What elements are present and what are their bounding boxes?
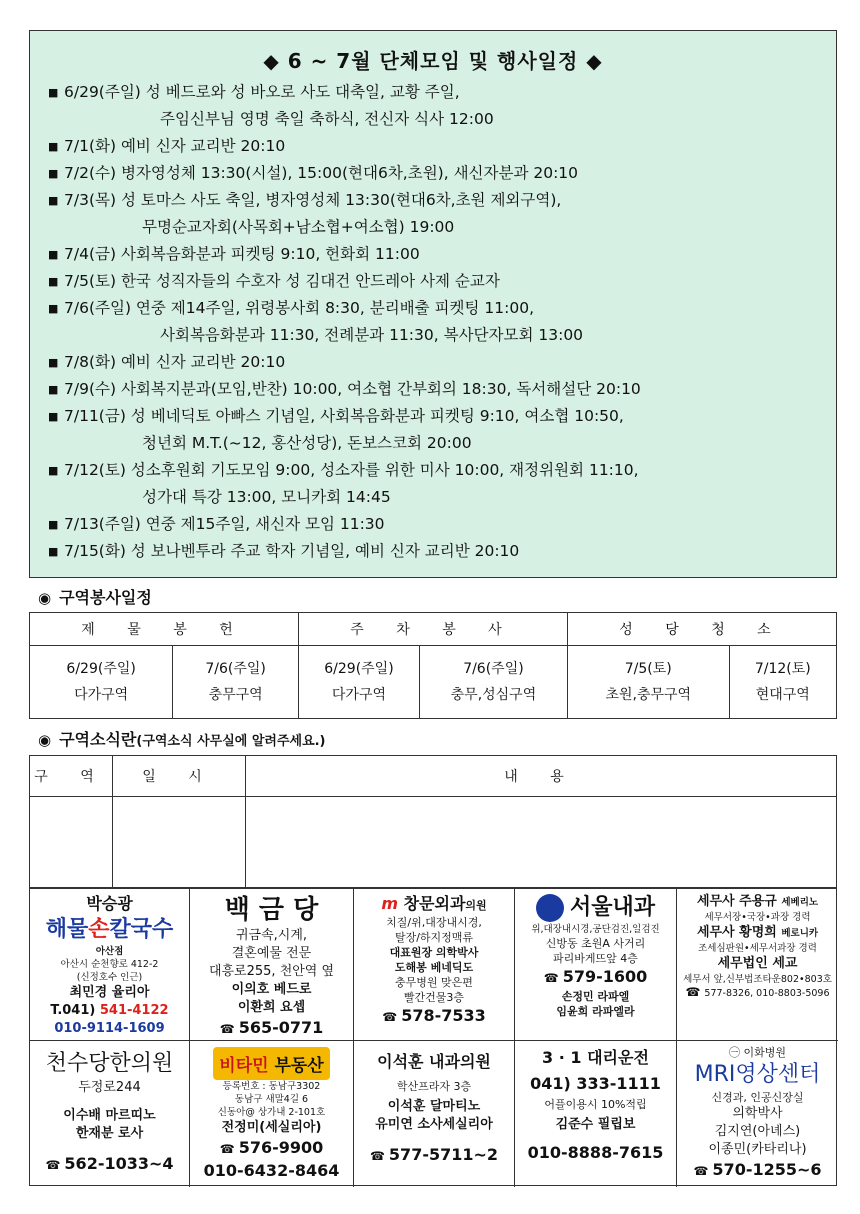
- phone-icon: ☎: [45, 1158, 61, 1172]
- table-cell: [246, 797, 837, 888]
- list-item: ■ 7/8(화) 예비 신자 교리반 20:10: [48, 349, 836, 376]
- phone-icon: ☎: [219, 1142, 235, 1156]
- phone-icon: ☎: [219, 1022, 235, 1036]
- ads-grid: [29, 888, 837, 1186]
- table-cell: [113, 797, 246, 888]
- service-heading: ◉ 구역봉사일정: [38, 588, 152, 607]
- event-schedule-box: [29, 30, 837, 578]
- clinic-logo-icon: m: [381, 894, 398, 913]
- bullet-icon: ■: [48, 248, 59, 261]
- list-item: ■ 7/2(수) 병자영성체 13:30(시설), 15:00(현대6차,초원), 새신자분과 20:10: [48, 160, 836, 187]
- list-item: ■ 6/29(주일) 성 베드로와 성 바오로 사도 대축일, 교황 주일, 주임신부님 영명 축일 축하식, 전신자 식사 12:00: [48, 79, 836, 133]
- ad-real-estate: 비타민 부동산 등록번호 : 동남구3302 동남구 새말4길 6 신동아@ 상가내 2-101호 전정미(세실리아) ☎ 576-9900 010-6432-8464: [190, 1041, 354, 1187]
- schedule-title: ◆ 6 ~ 7월 단체모임 및 행사일정 ◆: [263, 49, 603, 73]
- bullet-icon: ■: [48, 545, 59, 558]
- bullet-icon: ■: [48, 167, 59, 180]
- ad-oriental-clinic: 천수당한의원 두정로244 이수배 마르띠노 한재분 로사 ☎ 562-1033~4: [30, 1041, 190, 1187]
- schedule-list: [30, 79, 836, 565]
- news-table: [29, 755, 837, 888]
- table-header: 일 시: [113, 756, 246, 797]
- table-header: 구 역: [30, 756, 113, 797]
- ad-tax-office: 세무사 주용규 세베리노 세무서장•국장•과장 경력 세무사 황명희 베로니카 조세심판원•세무서과장 경력 세무법인 세교 세무서 앞,신부법조타운802•803호 ☎ 577-8326, 010-8803-5096: [677, 889, 838, 1041]
- vitamin-logo: 비타민 부동산: [213, 1047, 329, 1080]
- list-item: ■ 7/5(토) 한국 성직자들의 수호자 성 김대건 안드레아 사제 순교자: [48, 268, 836, 295]
- table-cell: 6/29(주일) 다가구역: [30, 646, 173, 719]
- list-item: ■ 7/15(화) 성 보나벤투라 주교 학자 기념일, 예비 신자 교리반 20:10: [48, 538, 836, 565]
- phone-icon: ☎: [369, 1149, 385, 1163]
- bullet-icon: ■: [48, 86, 59, 99]
- table-cell: 6/29(주일) 다가구역: [298, 646, 419, 719]
- bullet-icon: ■: [48, 140, 59, 153]
- list-item: ■ 7/9(수) 사회복지분과(모임,반찬) 10:00, 여소협 간부회의 18:30, 독서해설단 20:10: [48, 376, 836, 403]
- table-cell: [30, 797, 113, 888]
- table-cell: 7/12(토) 현대구역: [729, 646, 836, 719]
- phone-icon: ☎: [382, 1010, 398, 1024]
- circle-bullet-icon: ◉: [38, 731, 52, 749]
- bullet-icon: ■: [48, 518, 59, 531]
- university-seal-icon: [536, 894, 564, 922]
- table-header: 내 용: [246, 756, 837, 797]
- ad-ewha-hospital: ㊀ 이화병원 MRI영상센터 신경과, 인공신장실 의학박사 김지연(아녜스) 이종민(카타리나) ☎ 570-1255~6: [693, 1046, 822, 1179]
- bullet-icon: ■: [48, 383, 59, 396]
- table-header: 제 물 봉 헌: [30, 613, 299, 646]
- ad-surgery-clinic: m 창문외과의원 치질/위,대장내시경, 탈장/하지정맥류 대표원장 의학박사 도해봉 베네딕도 충무병원 맞은편 빨간건물3층 ☎ 578-7533: [354, 889, 515, 1041]
- ad-internal-medicine: 서울내과 위,대장내시경,공단검진,일검진 신방동 초원A 사거리 파리바게뜨앞 4층 ☎ 579-1600 손정민 라파엘 임윤희 라파엘라: [515, 889, 677, 1041]
- bullet-icon: ■: [48, 275, 59, 288]
- phone-icon: ☎: [685, 985, 701, 999]
- list-item: ■ 7/1(화) 예비 신자 교리반 20:10: [48, 133, 836, 160]
- list-item: ■ 7/13(주일) 연중 제15주일, 새신자 모임 11:30: [48, 511, 836, 538]
- hospital-logo-icon: ㊀: [728, 1046, 740, 1059]
- phone-icon: ☎: [543, 971, 559, 985]
- table-header: 주 차 봉 사: [298, 613, 567, 646]
- bullet-icon: ■: [48, 356, 59, 369]
- list-item: ■ 7/12(토) 성소후원회 기도모임 9:00, 성소자를 위한 미사 10:00, 재정위원회 11:10, 성가대 특강 13:00, 모니카회 14:45: [48, 457, 836, 511]
- table-header: 성 당 청 소: [567, 613, 836, 646]
- phone-icon: ☎: [693, 1164, 709, 1178]
- table-cell: 7/6(주일) 충무구역: [173, 646, 299, 719]
- news-heading: ◉ 구역소식란(구역소식 사무실에 알려주세요.): [38, 730, 326, 749]
- ad-designated-driver: 3 · 1 대리운전 041) 333-1111 어플이용시 10%적립 김준수 필립보 010-8888-7615: [515, 1041, 677, 1187]
- ad-kalguksu: 박승광 해물손칼국수 아산점 아산시 순천향로 412-2 (신정호수 인근) 최민경 율리아 T.041) 541-4122 010-9114-1609: [30, 889, 190, 1041]
- list-item: ■ 7/3(목) 성 토마스 사도 축일, 병자영성체 13:30(현대6차,초원 제외구역), 무명순교자회(사목회+남소협+여소협) 19:00: [48, 187, 836, 241]
- list-item: ■ 7/6(주일) 연중 제14주일, 위령봉사회 8:30, 분리배출 피켓팅 11:00, 사회복음화분과 11:30, 전례분과 11:30, 복사단자모회 13:00: [48, 295, 836, 349]
- bullet-icon: ■: [48, 410, 59, 423]
- service-table: [29, 612, 837, 719]
- list-item: ■ 7/11(금) 성 베네딕토 아빠스 기념일, 사회복음화분과 피켓팅 9:10, 여소협 10:50, 청년회 M.T.(~12, 홍산성당), 돈보스코회 20:00: [48, 403, 836, 457]
- ad-jewelry: 백 금 당 귀금속,시계, 결혼예물 전문 대흥로255, 천안역 옆 이의호 베드로 이환희 요셉 ☎ 565-0771: [190, 889, 354, 1041]
- list-item: ■ 7/4(금) 사회복음화분과 피켓팅 9:10, 헌화회 11:00: [48, 241, 836, 268]
- table-cell: 7/6(주일) 충무,성심구역: [419, 646, 567, 719]
- ad-lee-clinic: 이석훈 내과의원 학산프라자 3층 이석훈 달마티노 유미연 소사세실리아 ☎ 577-5711~2: [354, 1041, 515, 1187]
- bullet-icon: ■: [48, 194, 59, 207]
- bullet-icon: ■: [48, 464, 59, 477]
- circle-bullet-icon: ◉: [38, 589, 52, 607]
- bullet-icon: ■: [48, 302, 59, 315]
- table-cell: 7/5(토) 초원,충무구역: [567, 646, 729, 719]
